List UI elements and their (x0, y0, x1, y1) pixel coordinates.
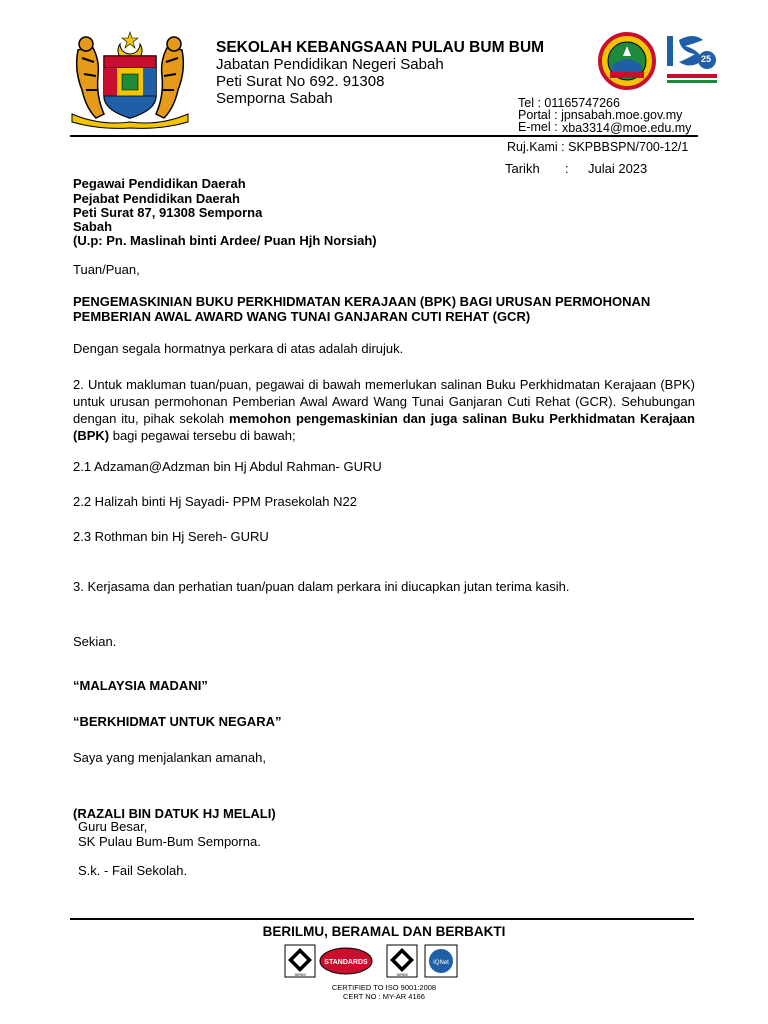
certification-logos (283, 944, 473, 978)
paragraph-1: Dengan segala hormatnya perkara di atas adalah dirujuk. (73, 341, 404, 356)
sirim-badge-2 (387, 945, 417, 977)
paragraph-2-text-a: 2. Untuk makluman tuan/puan, pegawai di bawah memerlukan salinan Buku Perkhidmatan Kerajaan (BPK) untuk urusan permohonan Pemberian Awal Award Wang Tunai Ganjaran Cuti Rehat (GCR). Sehubungan dengan itu, pihak sekolah (73, 377, 695, 426)
footer-divider (70, 918, 694, 920)
header-email-label: E-mel : (518, 120, 558, 134)
header-tel: Tel : 01165747266 (518, 96, 620, 110)
footer-motto: BERILMU, BERAMAL DAN BERBAKTI (262, 924, 506, 939)
closing-sekian: Sekian. (73, 634, 117, 649)
header-po-box: Peti Surat No 692. 91308 (216, 73, 385, 90)
paragraph-3: 3. Kerjasama dan perhatian tuan/puan dalam perkara ini diucapkan jutan terima kasih. (73, 579, 570, 594)
certification-number: CERT NO : MY-AR 4166 (343, 992, 425, 1001)
sirim-badge-1 (285, 945, 315, 977)
signatory-title: Guru Besar, (78, 819, 148, 834)
header-divider (70, 135, 698, 137)
recipient-line-4: Sabah (73, 219, 113, 234)
salutation: Tuan/Puan, (73, 262, 140, 277)
subject-line-2: PEMBERIAN AWAL AWARD WANG TUNAI GANJARAN CUTI REHAT (GCR) (73, 309, 531, 324)
recipient-line-1: Pegawai Pendidikan Daerah (73, 176, 246, 191)
officer-item-2: 2.2 Halizah binti Hj Sayadi- PPM Prasekolah N22 (73, 494, 357, 509)
signatory-name: (RAZALI BIN DATUK HJ MELALI) (73, 806, 276, 821)
standards-badge (320, 948, 372, 974)
recipient-line-2: Pejabat Pendidikan Daerah (73, 191, 240, 206)
standards-badge-label: STANDARDS (324, 959, 368, 966)
reference-number: Ruj.Kami : SKPBBSPN/700-12/1 (507, 140, 689, 154)
paragraph-2-bold: memohon pengemaskinian dan juga salinan Buku Perkhidmatan Kerajaan (BPK) (73, 411, 695, 443)
certification-logos-graphic (283, 944, 473, 978)
school-badge-logo (598, 32, 656, 90)
iqnet-badge (425, 945, 457, 977)
subject-line-1: PENGEMASKINIAN BUKU PERKHIDMATAN KERAJAAN (BPK) BAGI URUSAN PERMOHONAN (73, 294, 651, 309)
sirim-badge-2-label: SIRIM (396, 972, 408, 977)
certification-iso: CERTIFIED TO ISO 9001:2008 (331, 983, 437, 992)
date-label: Tarikh (505, 161, 540, 176)
signatory-school: SK Pulau Bum-Bum Semporna. (78, 834, 261, 849)
header-location: Semporna Sabah (216, 90, 333, 107)
sirim-badge-1-label: SIRIM (294, 972, 306, 977)
iso-logo (663, 30, 719, 86)
paragraph-2 (73, 376, 695, 444)
recipient-line-3: Peti Surat 87, 91308 Semporna (73, 205, 263, 220)
closing-amanah: Saya yang menjalankan amanah, (73, 750, 266, 765)
school-name: SEKOLAH KEBANGSAAN PULAU BUM BUM (216, 39, 545, 56)
slogan-berkhidmat: “BERKHIDMAT UNTUK NEGARA” (73, 714, 282, 729)
date-separator: : (565, 161, 569, 176)
copy-to: S.k. - Fail Sekolah. (78, 863, 188, 878)
iqnet-badge-label: IQNet (433, 960, 449, 966)
header-email: xba3314@moe.edu.my (562, 121, 692, 135)
recipient-line-5: (U.p: Pn. Maslinah binti Ardee/ Puan Hjh Norsiah) (73, 233, 377, 248)
paragraph-2-text-b: bagi pegawai tersebu di bawah; (109, 428, 296, 443)
header-department: Jabatan Pendidikan Negeri Sabah (216, 56, 444, 73)
slogan-malaysia-madani: “MALAYSIA MADANI” (73, 678, 208, 693)
officer-item-3: 2.3 Rothman bin Hj Sereh- GURU (73, 529, 269, 544)
iso-badge-number: 25 (701, 54, 712, 64)
header-portal: Portal : jpnsabah.moe.gov.my (518, 108, 683, 122)
date-value: Julai 2023 (588, 161, 648, 176)
national-crest-logo (70, 30, 190, 130)
officer-item-1: 2.1 Adzaman@Adzman bin Hj Abdul Rahman- GURU (73, 459, 382, 474)
